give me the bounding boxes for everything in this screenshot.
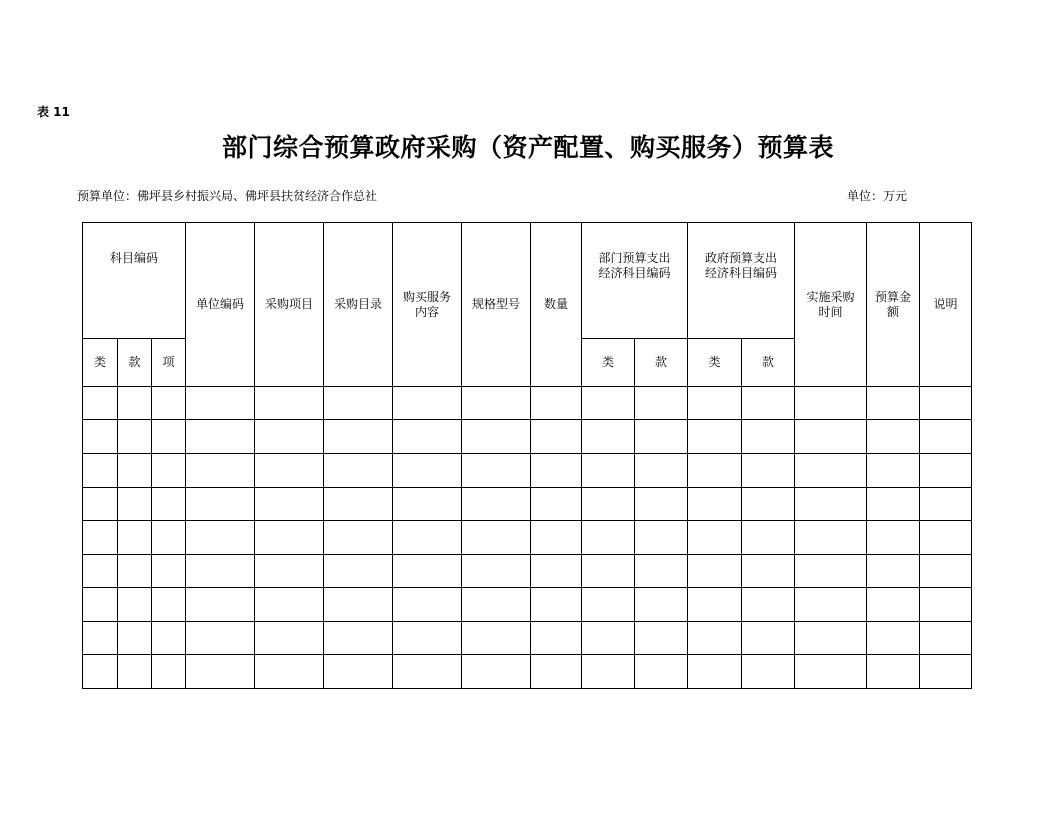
table-cell[interactable]: [186, 588, 255, 622]
table-cell[interactable]: [255, 521, 324, 555]
table-cell[interactable]: [152, 521, 186, 555]
table-cell[interactable]: [186, 521, 255, 555]
table-cell[interactable]: [324, 454, 393, 488]
table-cell[interactable]: [393, 521, 462, 555]
table-cell[interactable]: [742, 387, 795, 420]
table-cell[interactable]: [635, 622, 688, 655]
table-cell[interactable]: [635, 588, 688, 622]
table-cell[interactable]: [186, 420, 255, 454]
table-cell[interactable]: [742, 655, 795, 689]
table-cell[interactable]: [582, 622, 635, 655]
table-cell[interactable]: [118, 387, 152, 420]
table-cell[interactable]: [324, 588, 393, 622]
table-cell[interactable]: [531, 454, 582, 488]
table-cell[interactable]: [186, 555, 255, 588]
table-cell[interactable]: [324, 521, 393, 555]
table-cell[interactable]: [688, 420, 742, 454]
table-cell[interactable]: [152, 555, 186, 588]
table-cell[interactable]: [118, 622, 152, 655]
table-cell[interactable]: [742, 488, 795, 521]
table-cell[interactable]: [742, 420, 795, 454]
table-cell[interactable]: [118, 588, 152, 622]
table-cell[interactable]: [867, 387, 920, 420]
table-cell[interactable]: [920, 420, 972, 454]
table-cell[interactable]: [920, 655, 972, 689]
table-cell[interactable]: [742, 454, 795, 488]
header-gov-lei: 类: [688, 339, 742, 387]
table-cell[interactable]: [393, 655, 462, 689]
procurement-budget-table: [82, 222, 972, 689]
header-xiang: 项: [152, 339, 186, 387]
header-gov-econ-line1: 政府预算支出: [705, 250, 778, 265]
table-cell[interactable]: [920, 521, 972, 555]
table-row: [83, 521, 972, 555]
table-cell[interactable]: [531, 588, 582, 622]
table-cell[interactable]: [531, 420, 582, 454]
table-row: [83, 588, 972, 622]
table-cell[interactable]: [867, 488, 920, 521]
table-cell[interactable]: [186, 655, 255, 689]
table-cell[interactable]: [531, 555, 582, 588]
currency-unit-label: 单位：万元: [847, 189, 908, 203]
header-gov-kuan: 款: [742, 339, 795, 387]
table-cell[interactable]: [795, 420, 867, 454]
table-cell[interactable]: [118, 420, 152, 454]
table-cell[interactable]: [582, 420, 635, 454]
table-cell[interactable]: [635, 555, 688, 588]
table-cell[interactable]: [688, 454, 742, 488]
header-dept-econ-line1: 部门预算支出: [598, 250, 671, 265]
table-cell[interactable]: [531, 387, 582, 420]
header-quantity: 数量: [531, 223, 582, 387]
table-cell[interactable]: [462, 555, 531, 588]
header-budget-amount-line1: 预算金: [875, 289, 912, 304]
table-cell[interactable]: [255, 420, 324, 454]
table-cell[interactable]: [83, 588, 118, 622]
table-cell[interactable]: [635, 488, 688, 521]
table-cell[interactable]: [152, 622, 186, 655]
table-cell[interactable]: [688, 521, 742, 555]
header-dept-econ-line2: 经济科目编码: [598, 265, 671, 280]
table-cell[interactable]: [255, 588, 324, 622]
table-cell[interactable]: [255, 454, 324, 488]
table-cell[interactable]: [118, 555, 152, 588]
header-procurement-item: 采购项目: [255, 223, 324, 387]
table-cell[interactable]: [742, 521, 795, 555]
table-cell[interactable]: [393, 420, 462, 454]
table-cell[interactable]: [393, 622, 462, 655]
table-cell[interactable]: [795, 488, 867, 521]
budget-unit-label: 预算单位：佛坪县乡村振兴局、佛坪县扶贫经济合作总社: [77, 189, 378, 203]
table-cell[interactable]: [795, 622, 867, 655]
table-cell[interactable]: [462, 488, 531, 521]
table-cell[interactable]: [462, 588, 531, 622]
header-service-content-line2: 内容: [415, 304, 440, 319]
table-cell[interactable]: [83, 387, 118, 420]
table-cell[interactable]: [152, 387, 186, 420]
table-cell[interactable]: [795, 454, 867, 488]
table-cell[interactable]: [920, 387, 972, 420]
table-cell[interactable]: [867, 588, 920, 622]
table-row: [83, 655, 972, 689]
header-budget-amount-line2: 额: [887, 304, 900, 319]
table-cell[interactable]: [462, 521, 531, 555]
table-cell[interactable]: [83, 420, 118, 454]
table-cell[interactable]: [118, 655, 152, 689]
table-cell[interactable]: [152, 488, 186, 521]
header-dept-kuan: 款: [635, 339, 688, 387]
table-cell[interactable]: [582, 488, 635, 521]
table-cell[interactable]: [920, 488, 972, 521]
header-service-content: [393, 223, 462, 387]
table-cell[interactable]: [635, 521, 688, 555]
table-cell[interactable]: [152, 454, 186, 488]
table-cell[interactable]: [186, 387, 255, 420]
table-cell[interactable]: [531, 521, 582, 555]
table-cell[interactable]: [867, 454, 920, 488]
header-dept-econ-code: [582, 223, 688, 339]
table-cell[interactable]: [462, 454, 531, 488]
header-spec-model: 规格型号: [462, 223, 531, 387]
table-cell[interactable]: [635, 655, 688, 689]
table-number: 表 11: [37, 105, 70, 119]
table-cell[interactable]: [186, 454, 255, 488]
table-cell[interactable]: [688, 488, 742, 521]
table-cell[interactable]: [393, 387, 462, 420]
table-cell[interactable]: [255, 387, 324, 420]
table-cell[interactable]: [742, 622, 795, 655]
table-cell[interactable]: [83, 555, 118, 588]
table-cell[interactable]: [867, 622, 920, 655]
table-row: [83, 555, 972, 588]
table-body: [83, 387, 972, 689]
table-cell[interactable]: [531, 655, 582, 689]
table-cell[interactable]: [118, 454, 152, 488]
table-cell[interactable]: [742, 588, 795, 622]
table-cell[interactable]: [688, 588, 742, 622]
table-cell[interactable]: [83, 622, 118, 655]
table-cell[interactable]: [920, 588, 972, 622]
table-cell[interactable]: [462, 387, 531, 420]
header-gov-econ-line2: 经济科目编码: [705, 265, 778, 280]
table-cell[interactable]: [83, 488, 118, 521]
header-impl-time: [795, 223, 867, 387]
table-cell[interactable]: [152, 420, 186, 454]
table-cell[interactable]: [393, 454, 462, 488]
table-cell[interactable]: [795, 521, 867, 555]
header-impl-time-line1: 实施采购: [806, 289, 855, 304]
table-cell[interactable]: [324, 555, 393, 588]
header-row-1: [83, 223, 972, 339]
table-cell[interactable]: [255, 555, 324, 588]
table-cell[interactable]: [795, 555, 867, 588]
table-row: [83, 454, 972, 488]
table-cell[interactable]: [795, 387, 867, 420]
table-cell[interactable]: [795, 588, 867, 622]
table-cell[interactable]: [582, 454, 635, 488]
table-cell[interactable]: [795, 655, 867, 689]
header-procurement-catalog: 采购目录: [324, 223, 393, 387]
table-cell[interactable]: [582, 521, 635, 555]
table-cell[interactable]: [462, 655, 531, 689]
table-row: [83, 420, 972, 454]
header-service-content-line1: 购买服务: [403, 289, 452, 304]
table-row: [83, 488, 972, 521]
table-cell[interactable]: [635, 387, 688, 420]
table-cell[interactable]: [635, 454, 688, 488]
table-cell[interactable]: [324, 488, 393, 521]
table-cell[interactable]: [186, 622, 255, 655]
table-cell[interactable]: [688, 655, 742, 689]
table-cell[interactable]: [255, 655, 324, 689]
table-cell[interactable]: [867, 420, 920, 454]
table-cell[interactable]: [186, 488, 255, 521]
header-unit-code: 单位编码: [186, 223, 255, 387]
page-title: 部门综合预算政府采购（资产配置、购买服务）预算表: [221, 133, 834, 162]
table-cell[interactable]: [118, 521, 152, 555]
header-remark: 说明: [920, 223, 972, 387]
table-cell[interactable]: [867, 555, 920, 588]
header-subject-code: 科目编码: [83, 223, 186, 339]
table-cell[interactable]: [582, 588, 635, 622]
table-cell[interactable]: [255, 622, 324, 655]
table-cell[interactable]: [582, 555, 635, 588]
table-cell[interactable]: [635, 420, 688, 454]
table-cell[interactable]: [920, 555, 972, 588]
table-cell[interactable]: [324, 655, 393, 689]
table-cell[interactable]: [688, 555, 742, 588]
table-cell[interactable]: [83, 655, 118, 689]
table-cell[interactable]: [688, 387, 742, 420]
table-row: [83, 622, 972, 655]
table-cell[interactable]: [531, 488, 582, 521]
header-impl-time-line2: 时间: [818, 304, 843, 319]
header-lei: 类: [83, 339, 118, 387]
header-budget-amount: [867, 223, 920, 387]
table-cell[interactable]: [867, 521, 920, 555]
table-cell[interactable]: [462, 420, 531, 454]
table-cell[interactable]: [255, 488, 324, 521]
header-kuan: 款: [118, 339, 152, 387]
table-cell[interactable]: [531, 622, 582, 655]
table-cell[interactable]: [393, 555, 462, 588]
table-cell[interactable]: [462, 622, 531, 655]
table-cell[interactable]: [83, 454, 118, 488]
table-cell[interactable]: [920, 622, 972, 655]
table-cell[interactable]: [152, 588, 186, 622]
header-dept-lei: 类: [582, 339, 635, 387]
header-gov-econ-code: [688, 223, 795, 339]
table-cell[interactable]: [582, 655, 635, 689]
table-cell[interactable]: [118, 488, 152, 521]
table-cell[interactable]: [867, 655, 920, 689]
table-cell[interactable]: [742, 555, 795, 588]
table-cell[interactable]: [324, 420, 393, 454]
table-row: [83, 387, 972, 420]
table-cell[interactable]: [83, 521, 118, 555]
table-cell[interactable]: [324, 387, 393, 420]
table-cell[interactable]: [393, 588, 462, 622]
table-cell[interactable]: [688, 622, 742, 655]
table-cell[interactable]: [920, 454, 972, 488]
table-cell[interactable]: [324, 622, 393, 655]
table-cell[interactable]: [582, 387, 635, 420]
table-cell[interactable]: [393, 488, 462, 521]
table-cell[interactable]: [152, 655, 186, 689]
